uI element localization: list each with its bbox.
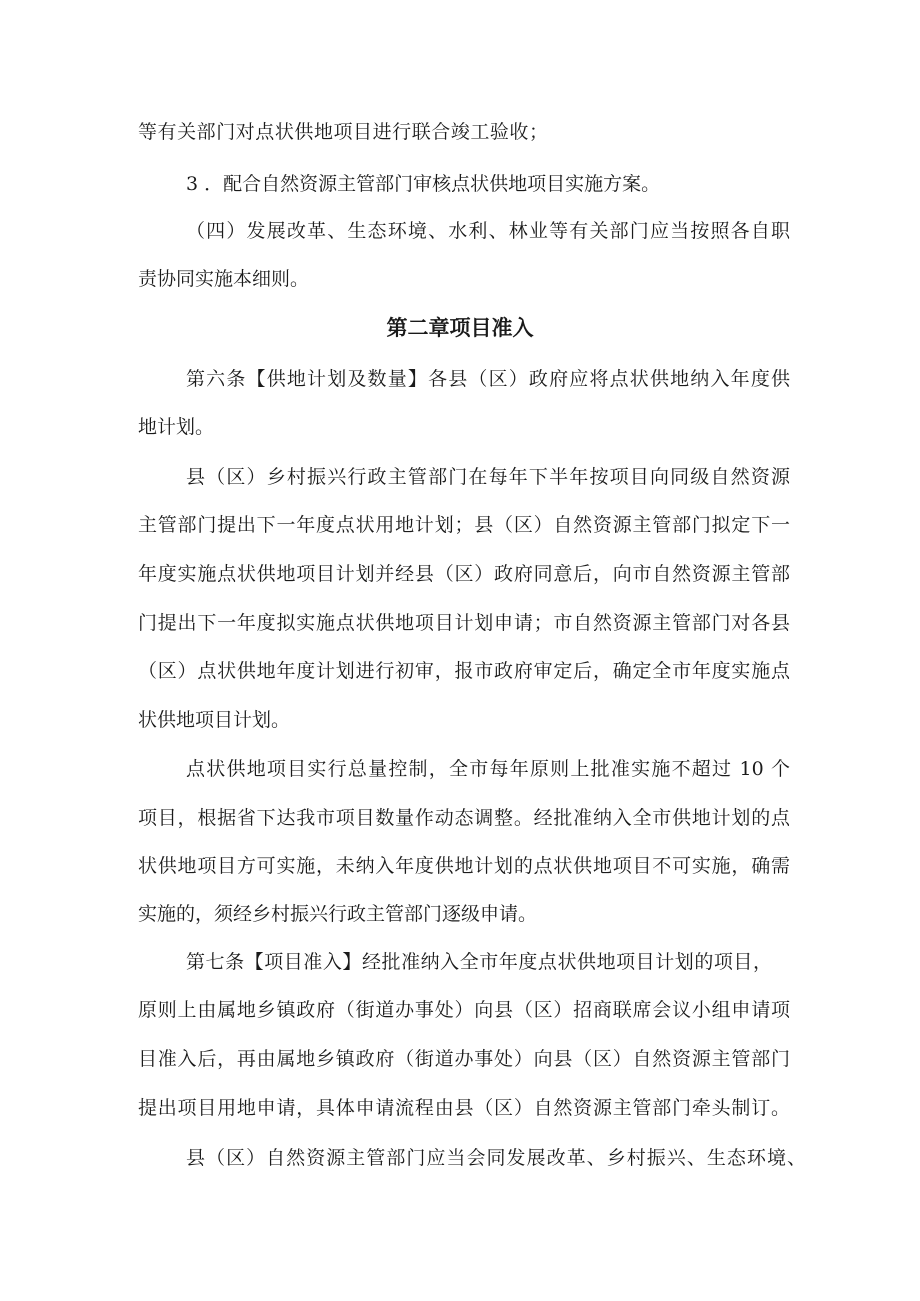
paragraph-line: 县（区）乡村振兴行政主管部门在每年下半年按项目向同级自然资源	[186, 466, 790, 488]
paragraph-line: 县（区）自然资源主管部门应当会同发展改革、乡村振兴、生态环境、	[186, 1147, 806, 1169]
chapter-heading: 第二章项目准入	[386, 316, 534, 340]
paragraph-line: 状供地项目方可实施，未纳入年度供地计划的点状供地项目不可实施，确需	[138, 855, 790, 877]
article-7-line: 目准入后，再由属地乡镇政府（街道办事处）向县（区）自然资源主管部门	[138, 1048, 790, 1070]
list-item-3: 3 ．配合自然资源主管部门审核点状供地项目实施方案。	[186, 173, 661, 195]
paragraph-line: （四）发展改革、生态环境、水利、林业等有关部门应当按照各自职	[186, 220, 790, 242]
paragraph-line: 等有关部门对点状供地项目进行联合竣工验收；	[138, 121, 548, 143]
article-7-line: 原则上由属地乡镇政府（街道办事处）向县（区）招商联席会议小组申请项	[138, 999, 790, 1021]
article-7-line: 提出项目用地申请，具体申请流程由县（区）自然资源主管部门牵头制订。	[138, 1097, 790, 1119]
paragraph-line: 门提出下一年度拟实施点状供地项目计划申请；市自然资源主管部门对各县	[138, 612, 790, 634]
paragraph-line: 责协同实施本细则。	[138, 268, 310, 290]
article-7-line: 第七条【项目准入】经批准纳入全市年度点状供地项目计划的项目，	[186, 951, 772, 973]
paragraph-line: 年度实施点状供地项目计划并经县（区）政府同意后，向市自然资源主管部	[138, 563, 790, 585]
paragraph-line: 实施的，须经乡村振兴行政主管部门逐级申请。	[138, 903, 538, 925]
paragraph-line: 点状供地项目实行总量控制，全市每年原则上批准实施不超过 10 个	[186, 758, 790, 780]
paragraph-line: 主管部门提出下一年度点状用地计划；县（区）自然资源主管部门拟定下一	[138, 514, 790, 536]
article-6-line: 地计划。	[138, 416, 215, 438]
article-6-line: 第六条【供地计划及数量】各县（区）政府应将点状供地纳入年度供	[186, 368, 790, 390]
paragraph-line: 项目，根据省下达我市项目数量作动态调整。经批准纳入全市供地计划的点	[138, 807, 790, 829]
paragraph-line: （区）点状供地年度计划进行初审，报市政府审定后，确定全市年度实施点	[138, 660, 790, 682]
paragraph-line: 状供地项目计划。	[138, 709, 291, 731]
